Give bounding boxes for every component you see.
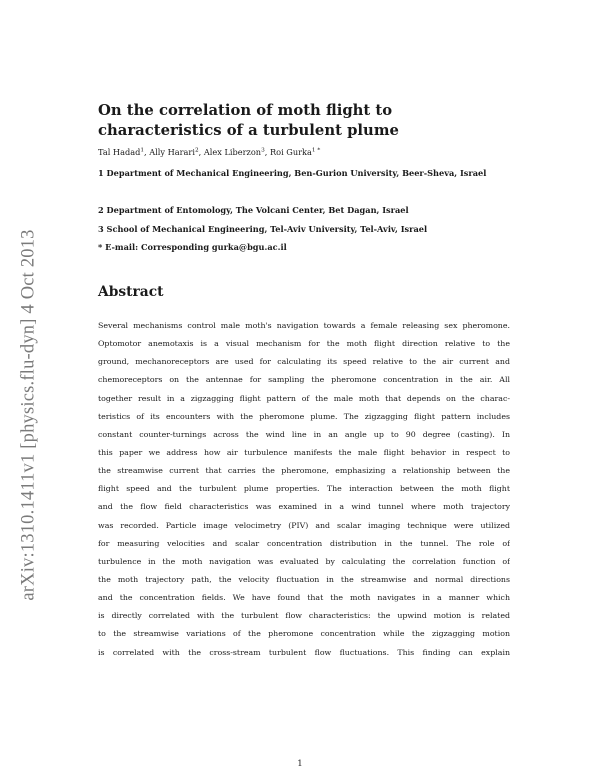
abstract-line: was recorded. Particle image velocimetry (PIV) and scalar imaging technique were utilized [98, 520, 510, 530]
abstract-line: the moth trajectory path, the velocity fluctuation in the streamwise and normal directions [98, 574, 510, 584]
affiliation-1: 1 Department of Mechanical Engineering, Ben-Gurion University, Beer-Sheva, Israel [98, 168, 487, 178]
affiliation-2: 2 Department of Entomology, The Volcani Center, Bet Dagan, Israel [98, 205, 409, 215]
author-affiliation-mark: 1 [140, 147, 145, 154]
paper-title: On the correlation of moth flight to characteristics of a turbulent plume [98, 102, 399, 139]
abstract-line: Several mechanisms control male moth's navigation towards a female releasing sex pheromone. [98, 321, 510, 330]
abstract-line: chemoreceptors on the antennae for sampling the pheromone concentration in the air. All [98, 375, 510, 385]
arxiv-identifier: arXiv:1310.1411v1 [physics.flu-dyn] 4 Oct 2013 [18, 229, 39, 601]
abstract-line: together result in a zigzagging flight pattern of the male moth that depends on the charac- [98, 393, 510, 403]
abstract-line: flight speed and the turbulent plume properties. The interaction between the moth flight [98, 484, 510, 494]
abstract-line: teristics of its encounters with the pheromone plume. The zigzagging flight pattern includes [98, 411, 510, 421]
abstract-line: for measuring velocities and scalar concentration distribution in the tunnel. The role of [98, 538, 510, 548]
abstract-line: turbulence in the moth navigation was evaluated by calculating the correlation function of [98, 556, 510, 566]
abstract-heading: Abstract [98, 284, 164, 300]
abstract-line: is directly correlated with the turbulent flow characteristics: the upwind motion is related [98, 611, 510, 621]
arxiv-sidebar-stamp [14, 190, 44, 640]
author-list: Tal Hadad$^1$, Ally Harari$^2$, Alex Liberzon$^3$, Roi Gurka$^{1 *}$ [98, 147, 321, 157]
author-affiliation-mark: 3 [261, 147, 265, 154]
author-name: Tal Hadad [98, 147, 141, 157]
affiliation-3: 3 School of Mechanical Engineering, Tel-Aviv University, Tel-Aviv, Israel [98, 224, 428, 234]
author-affiliation-mark: 2 [194, 147, 199, 154]
corresponding-email: * E-mail: Corresponding gurka@bgu.ac.il [98, 242, 287, 252]
abstract-line: and the flow field characteristics was examined in a wind tunnel where moth trajectory [98, 502, 510, 512]
abstract-line: constant counter-turnings across the wind line in an angle up to 90 degree (casting). In [98, 429, 510, 439]
page-number: 1 [297, 759, 303, 769]
author-name: Alex Liberzon [203, 147, 262, 157]
abstract-line: to the streamwise variations of the pheromone concentration while the zigzagging motion [98, 629, 510, 639]
abstract-line: this paper we address how air turbulence manifests the male flight behavior in respect to [98, 447, 510, 457]
author-name: Ally Harari [149, 147, 195, 157]
abstract-body [98, 317, 510, 662]
abstract-line: and the concentration fields. We have found that the moth navigates in a manner which [98, 593, 510, 603]
abstract-line: is correlated with the cross-stream turbulent flow fluctuations. This finding can explain [98, 647, 510, 657]
abstract-line: ground, mechanoreceptors are used for calculating its speed relative to the air current and [98, 357, 510, 367]
author-name: Roi Gurka [269, 147, 312, 157]
abstract-line: the streamwise current that carries the pheromone, emphasizing a relationship between the [98, 466, 510, 476]
abstract-line: Optomotor anemotaxis is a visual mechanism for the moth flight direction relative to the [98, 339, 510, 349]
author-affiliation-mark: 1 * [311, 147, 321, 154]
